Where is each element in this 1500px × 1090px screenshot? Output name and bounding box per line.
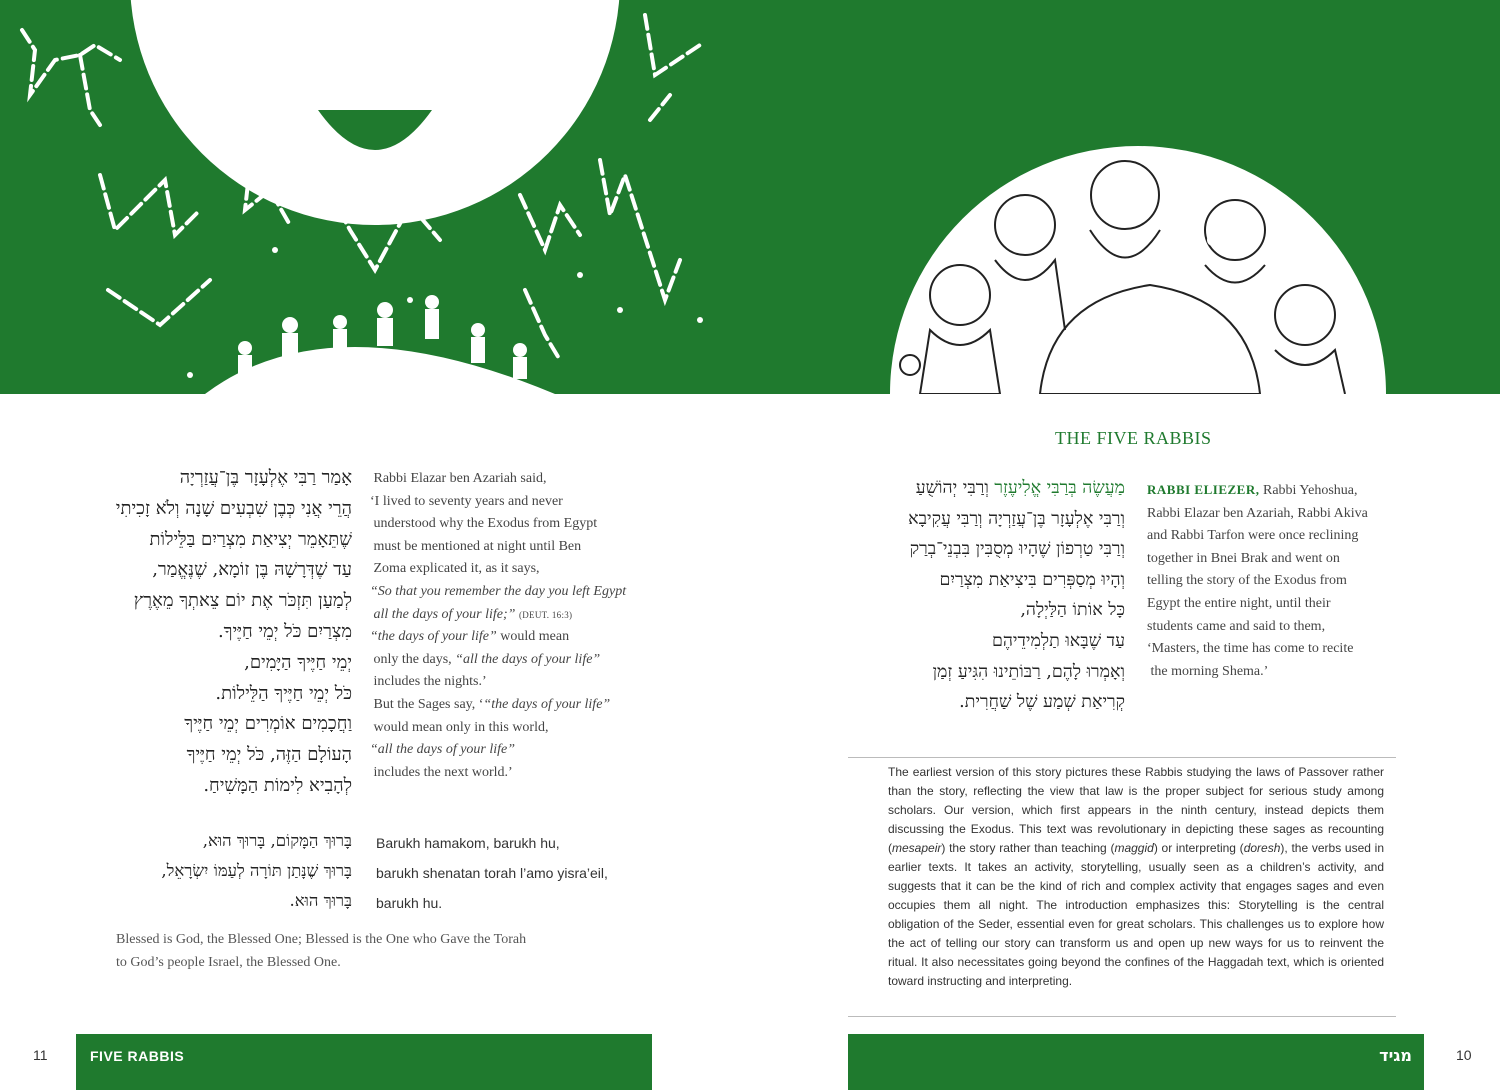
- hebrew-line: כֹּל יְמֵי חַיֶּיךָ הַלֵּילוֹת.: [215, 682, 352, 704]
- english-text: would mean: [496, 629, 570, 645]
- commentary-term: maggid: [1114, 841, 1154, 855]
- hebrew-line: בָּרוּךְ שֶׁנָּתַן תּוֹרָה לְעַמּוֹ יִשְׂרָאֵל,: [161, 861, 352, 880]
- english-line: [370, 649, 650, 672]
- scripture-reference: (DEUT. 16:3): [518, 609, 573, 620]
- translation-line: to God’s people Israel, the Blessed One.: [116, 954, 341, 970]
- commentary-term: doresh: [1243, 841, 1281, 855]
- english-line: “So that you remember the day you left Egypt: [370, 583, 627, 599]
- scripture-quote: all the days of your life;”: [373, 606, 516, 622]
- english-line: [370, 717, 650, 740]
- english-line: “all the days of your life”: [370, 742, 516, 758]
- translit-line: Barukh hamakom, barukh hu,: [376, 835, 560, 851]
- hebrew-line: וְרַבִּי טַרְפוֹן שֶׁהָיוּ מְסֻבִּין בִּבְנֵי־בְרַק: [909, 539, 1125, 560]
- hebrew-text-five-rabbis: [830, 473, 1125, 718]
- scripture-quote: “all the days of your life”: [455, 651, 601, 667]
- commentary-text: [888, 763, 1384, 991]
- english-line: [370, 468, 650, 491]
- english-line: [1147, 661, 1407, 684]
- footer-bar-left: [76, 1034, 652, 1090]
- section-title: THE FIVE RABBIS: [1055, 428, 1212, 448]
- english-line: [370, 694, 650, 717]
- footer-label-left: FIVE RABBIS: [90, 1048, 185, 1064]
- hebrew-line: לְמַעַן תִּזְכֹּר אֶת יוֹם צֵאתְךָ מֵאֶרֶץ: [133, 590, 352, 612]
- english-line: [370, 762, 650, 785]
- hebrew-line: בָּרוּךְ הַמָּקוֹם, בָּרוּךְ הוּא,: [202, 831, 352, 850]
- moon-and-constellations-graphic: [0, 0, 750, 394]
- page-number-right: 10: [1456, 1047, 1472, 1063]
- page-number-left: 11: [33, 1047, 48, 1063]
- hebrew-line: מִצְרַיִם כֹּל יְמֵי חַיֶּיךָ.: [217, 620, 352, 642]
- english-text: only the days,: [373, 651, 456, 667]
- english-line: [370, 626, 650, 649]
- english-line: students came and said to them,: [1147, 618, 1326, 634]
- english-text: Rabbi Yehoshua,: [1259, 483, 1358, 498]
- lead-in-caps: RABBI ELIEZER,: [1147, 482, 1260, 497]
- rabbis-around-matzah-graphic: [750, 0, 1500, 394]
- english-text: the morning Shema.’: [1150, 663, 1269, 679]
- english-text: would mean only in this world,: [373, 719, 549, 735]
- hebrew-line: וַחֲכָמִים אוֹמְרִים יְמֵי חַיֶּיךָ: [184, 713, 352, 735]
- footer-bar-right: [848, 1034, 1424, 1090]
- english-line: [370, 536, 650, 559]
- commentary-top-rule: [848, 757, 1396, 758]
- english-text: includes the next world.’: [373, 764, 513, 780]
- hebrew-text: וְרַבִּי יְהוֹשֻׁעַ: [915, 478, 995, 498]
- translit-line: barukh hu.: [376, 895, 443, 911]
- hebrew-line: וְהָיוּ מְסַפְּרִים בִּיצִיאַת מִצְרַיִם: [939, 569, 1125, 590]
- english-text: Rabbi Elazar ben Azariah said,: [373, 471, 547, 486]
- scripture-quote: “the days of your life”: [370, 629, 497, 645]
- hebrew-line: עַד שֶׁבָּאוּ תַלְמִידֵיהֶם: [991, 630, 1125, 651]
- scripture-quote: “the days of your life”: [483, 696, 611, 712]
- commentary-segment: ) the story rather than teaching (: [941, 841, 1115, 855]
- english-translation-five-rabbis: [1147, 479, 1407, 683]
- hebrew-line: לְהָבִיא לִימוֹת הַמָּשִׁיחַ.: [203, 774, 352, 796]
- hebrew-line: בָּרוּךְ הוּא.: [289, 891, 352, 910]
- hebrew-line: וְרַבִּי אֶלְעָזָר בֶּן־עֲזַרְיָה וְרַבִּי עֲקִיבָא: [908, 508, 1125, 529]
- english-line: [370, 671, 650, 694]
- english-translation-rabbi-elazar: [370, 468, 650, 784]
- commentary-term: mesapeir: [892, 841, 942, 855]
- english-text: includes the nights.’: [373, 674, 487, 690]
- commentary-segment: ) or interpreting (: [1153, 841, 1244, 855]
- english-line: [370, 558, 650, 581]
- english-text: Zoma explicated it, as it says,: [373, 561, 540, 577]
- hebrew-line: יְמֵי חַיֶּיךָ הַיָּמִים,: [244, 651, 352, 673]
- five-rabbis-illustration: [750, 0, 1500, 394]
- hebrew-highlight: מַעֲשֶׂה בְּרַבִּי אֱלִיעֶזֶר: [994, 478, 1125, 498]
- commentary-segment: ), the verbs used in earlier texts. It takes an activity, storytelling, usually seen as a children’s activity, and suggests that it can be the kind of rich and complex activity that engages sages and even occupies them all night. The introduction emphasizes this: Storytelling is the central obligation of the Seder, essential even for great scholars. This challenges us to explore how the act of telling our story can transform us and open up new ways for us to reinvent the ritual. It also necessitates going beyond the confines of the Haggadah text, which is oriented toward instructing and interpreting.: [888, 841, 1384, 988]
- hebrew-line: קְרִיאַת שְׁמַע שֶׁל שַׁחֲרִית.: [959, 692, 1125, 713]
- english-line: telling the story of the Exodus from: [1147, 573, 1347, 589]
- hebrew-text-rabbi-elazar: [60, 463, 352, 802]
- hebrew-blessing: [60, 826, 352, 916]
- english-line: and Rabbi Tarfon were once reclining: [1147, 528, 1359, 544]
- hebrew-line: הָעוֹלָם הַזֶּה, כֹּל יְמֵי חַיֶּיךָ: [186, 744, 352, 766]
- hebrew-line: שֶׁתֵּאָמֵר יְצִיאַת מִצְרַיִם בַּלֵּילוֹת: [149, 528, 352, 550]
- english-line: together in Bnei Brak and went on: [1147, 550, 1340, 566]
- english-line: Rabbi Elazar ben Azariah, Rabbi Akiva: [1147, 505, 1368, 521]
- hebrew-line: [830, 473, 1125, 504]
- blessing-transliteration: [376, 828, 656, 918]
- english-text: understood why the Exodus from Egypt: [373, 516, 598, 532]
- hebrew-line: וְאָמְרוּ לָהֶם, רַבּוֹתֵינוּ הִגִּיעַ זְמַן: [932, 661, 1125, 682]
- night-sky-illustration: [0, 0, 750, 394]
- commentary-segment: The earliest version of this story pictures these Rabbis studying the laws of Passover rather than the story, reflecting the view that law is the proper subject for serious study among scholars. Our version, which first appears in the ninth century, instead depicts them discussing the Exodus. This text was revolutionary in depicting these sages as recounting (: [888, 765, 1384, 855]
- english-line: [1147, 479, 1407, 503]
- hebrew-line: הֲרֵי אֲנִי כְּבֶן שִׁבְעִים שָׁנָה וְלֹא זָכִיתִי: [115, 497, 352, 519]
- english-line: ‘Masters, the time has come to recite: [1147, 641, 1354, 657]
- english-line: [370, 513, 650, 536]
- english-line: ‘I lived to seventy years and never: [370, 493, 563, 509]
- footer-label-right: מגיד: [1379, 1046, 1412, 1065]
- english-text: must be mentioned at night until Ben: [373, 538, 582, 554]
- commentary-bottom-rule: [848, 1016, 1396, 1017]
- english-text: But the Sages say, ‘: [373, 696, 484, 712]
- hebrew-line: כָּל אוֹתוֹ הַלַּיְלָה,: [1020, 600, 1125, 621]
- translit-line: barukh shenatan torah l’amo yisra’eil,: [376, 865, 608, 881]
- hebrew-line: אָמַר רַבִּי אֶלְעָזָר בֶּן־עֲזַרְיָה: [179, 467, 352, 488]
- translation-line: Blessed is God, the Blessed One; Blessed is the One who Gave the Torah: [116, 932, 527, 947]
- blessing-translation: [116, 929, 636, 974]
- english-line: Egypt the entire night, until their: [1147, 595, 1331, 611]
- english-line: [370, 604, 650, 627]
- hebrew-line: עַד שֶׁדְּרָשָׁהּ בֶּן זוֹמָא, שֶׁנֶּאֱמַר,: [152, 559, 352, 581]
